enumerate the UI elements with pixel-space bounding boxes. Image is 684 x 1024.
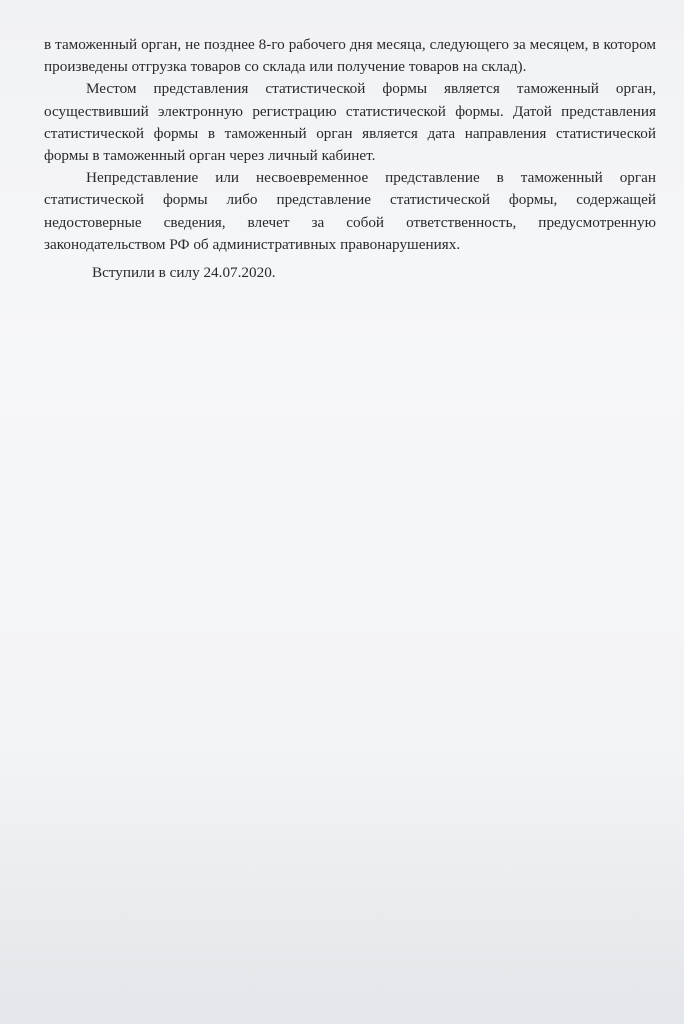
paragraph-liability: Непредставление или несвоевременное представление в таможенный орган статистической формы либо представление статистической формы, содержащей недостоверные сведения, влечет за собой ответственность, предусмотренную законодательством РФ об административных правонарушениях.	[44, 169, 656, 253]
document-body	[44, 34, 656, 284]
paragraph-continuation: в таможенный орган, не позднее 8-го рабочего дня месяца, следующего за месяцем, в котором произведены отгрузка товаров со склада или получение товаров на склад).	[44, 36, 656, 76]
effective-date-note: Вступили в силу 24.07.2020.	[92, 264, 276, 282]
paragraph-place-of-submission: Местом представления статистической формы является таможенный орган, осуществивший электронную регистрацию статистической формы. Датой представления статистической формы в таможенный орган является дата направления статистической формы в таможенный орган через личный кабинет.	[44, 80, 656, 165]
